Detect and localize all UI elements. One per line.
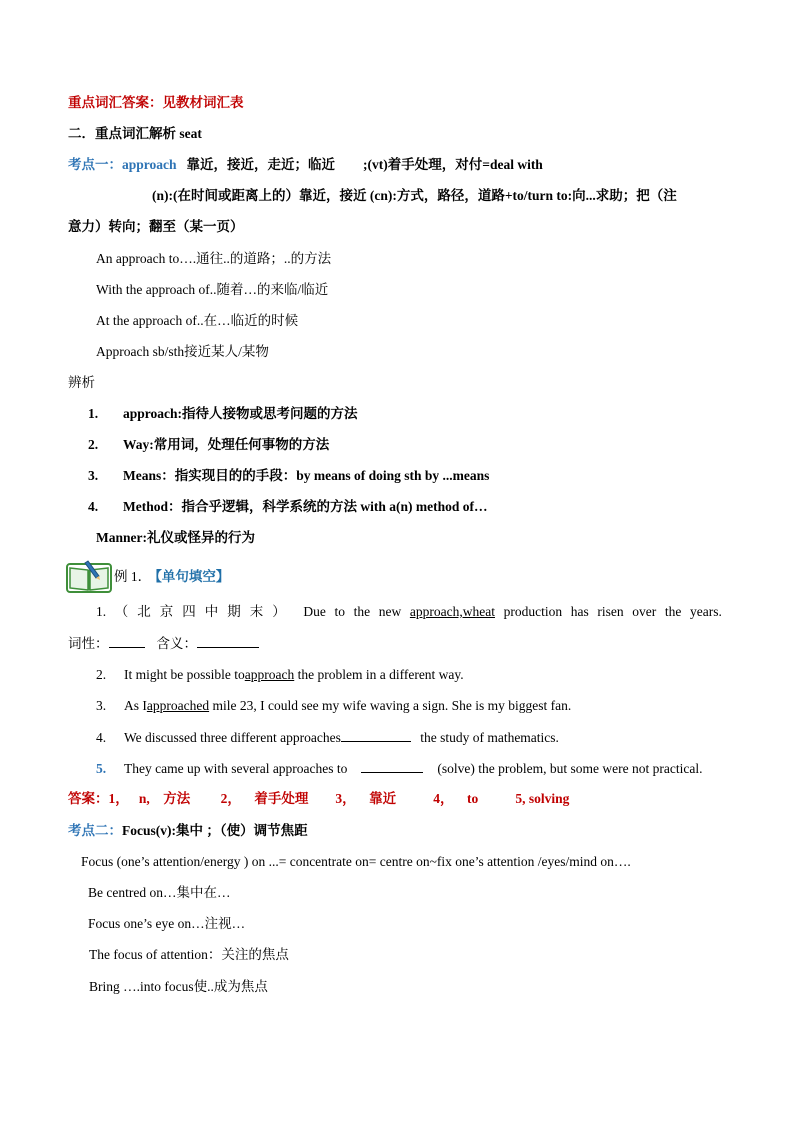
q1-word: new <box>378 604 402 619</box>
point1-word: approach <box>122 157 177 172</box>
question-4 <box>96 728 559 747</box>
analysis-num: 3. <box>88 468 99 483</box>
q1-word: the <box>353 604 371 619</box>
question-2 <box>96 666 464 684</box>
focus-line: Bring ….into focus使..成为焦点 <box>89 979 268 994</box>
focus-line: Be centred on…集中在… <box>88 885 231 900</box>
q-text: the study of mathematics. <box>416 730 559 745</box>
example-heading <box>114 568 229 586</box>
focus-line: Focus (one’s attention/energy ) on ...= concentrate on= centre on~fix one’s attention /eyes/mind on…. <box>81 854 631 869</box>
phrase-4: Approach sb/sth接近某人/某物 <box>96 344 269 359</box>
analysis-title: 辨析 <box>68 375 95 390</box>
analysis-text: Method：指合乎逻辑，科学系统的方法 with a(n) method of… <box>123 499 488 514</box>
q4-blank[interactable] <box>341 728 411 742</box>
q1-word: the <box>664 604 682 619</box>
q1-word: Due <box>303 604 326 619</box>
point1-noun-cont: 意力）转向；翻至（某一页） <box>68 219 244 234</box>
q-text: (solve) the problem, but some were not practical. <box>437 761 703 776</box>
q-num: 4. <box>96 730 107 745</box>
q1-meaning-label: 含义： <box>156 636 197 651</box>
q1-word: has <box>570 604 589 619</box>
q-text: We discussed three different approaches <box>124 730 341 745</box>
analysis-text: Way:常用词，处理任何事物的方法 <box>123 437 330 452</box>
q-answer-word: approached <box>146 698 210 713</box>
example-tag: 【单句填空】 <box>155 569 230 584</box>
q-text: It might be possible to <box>124 667 245 682</box>
meaning-blank[interactable] <box>197 634 259 648</box>
q-num: 5. <box>96 761 107 776</box>
q1-word: years. <box>689 604 722 619</box>
q1-second-line <box>68 634 259 653</box>
analysis-item <box>88 498 488 516</box>
q-num: 2. <box>96 667 107 682</box>
phrase-3: At the approach of..在…临近的时候 <box>96 313 299 328</box>
phrase-1: An approach to….通往..的道路；..的方法 <box>96 251 332 266</box>
q1-answer-word: approach,wheat <box>409 604 495 619</box>
point2-heading <box>68 822 308 840</box>
example-answer: 答案：1， n, 方法 2， 着手处理 3， 靠近 4， to 5, solving <box>68 791 570 806</box>
question-3 <box>96 697 571 715</box>
point1-label: 考点一： <box>68 157 122 172</box>
point2-label: 考点二： <box>68 823 122 838</box>
analysis-num: 2. <box>88 437 99 452</box>
question-1 <box>96 603 722 621</box>
q1-word: over <box>632 604 657 619</box>
q1-word: 1. <box>96 604 107 619</box>
analysis-text: Means：指实现目的的手段：by means of doing sth by ...means <box>123 468 490 483</box>
analysis-num: 4. <box>88 499 99 514</box>
analysis-manner: Manner:礼仪或怪异的行为 <box>96 530 255 545</box>
analysis-text: approach:指待人接物或思考问题的方法 <box>123 406 358 421</box>
pos-blank[interactable] <box>109 634 145 648</box>
point1-noun-line: (n):(在时间或距离上的）靠近，接近 (cn):方式，路径，道路+to/turn to:向...求助；把（注 <box>152 188 677 203</box>
phrase-2: With the approach of..随着…的来临/临近 <box>96 282 329 297</box>
q5-blank[interactable] <box>361 759 423 773</box>
q-text: They came up with several approaches to <box>124 761 348 776</box>
q1-word: production <box>503 604 563 619</box>
q-answer-word: approach <box>244 667 295 682</box>
point1-meaning: 靠近，接近，走近；临近 <box>186 157 336 172</box>
analysis-item <box>88 436 329 454</box>
section-title: 二．重点词汇解析 seat <box>68 126 202 141</box>
analysis-num: 1. <box>88 406 99 421</box>
point2-title: Focus(v):集中 ；（使）调节焦距 <box>122 823 308 838</box>
example-label: 例 1． <box>114 569 152 584</box>
focus-line: Focus one’s eye on…注视… <box>88 916 246 931</box>
answer-title: 重点词汇答案：见教材词汇表 <box>68 95 244 110</box>
q1-pos-label: 词性： <box>68 636 109 651</box>
point1-vt: ;(vt)着手处理，对付=deal with <box>363 157 543 172</box>
q-text: As I <box>124 698 147 713</box>
focus-line: The focus of attention：关注的焦点 <box>89 947 289 962</box>
analysis-item <box>88 467 489 485</box>
q1-word: risen <box>597 604 624 619</box>
question-5 <box>96 759 702 778</box>
q-text: the problem in a different way. <box>297 667 464 682</box>
book-pencil-icon <box>66 558 112 594</box>
q-text: mile 23, I could see my wife waving a sign. She is my biggest fan. <box>212 698 572 713</box>
q1-word: to <box>334 604 346 619</box>
q1-word: （北京四中期末） <box>114 604 295 619</box>
analysis-item <box>88 405 358 423</box>
q-num: 3. <box>96 698 107 713</box>
point1-heading <box>68 156 543 174</box>
